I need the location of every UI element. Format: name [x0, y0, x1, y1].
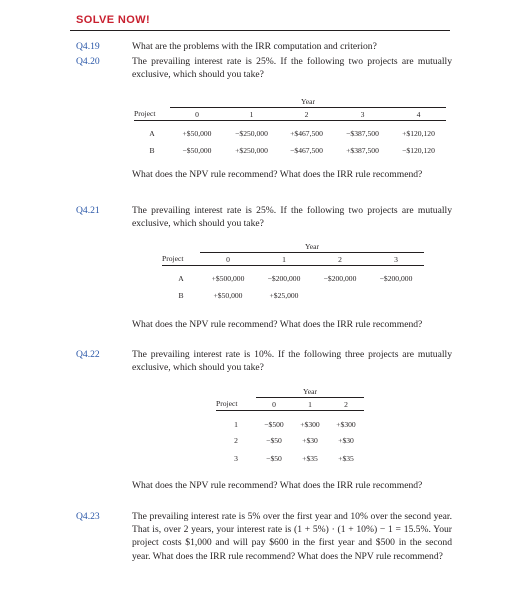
table-row [162, 266, 424, 286]
project-id: B [149, 145, 155, 155]
table-row [162, 286, 424, 305]
project-id: 3 [234, 454, 238, 463]
cash-flow-cell: +$250,000 [235, 145, 268, 155]
cash-flow-cell: −$50 [266, 436, 282, 445]
cash-flow-cell: +$500,000 [211, 274, 245, 284]
year-header: 2 [312, 253, 368, 266]
year-label: Year [303, 386, 317, 396]
project-id: A [149, 129, 155, 139]
cash-flow-cell: +$300 [336, 419, 356, 429]
header-rule [70, 30, 450, 31]
cash-flow-cell: +$300 [300, 419, 320, 429]
question-text: The prevailing interest rate is 25%. If the following two projects are mutually exclusive, which should you take? [132, 205, 452, 230]
cash-flow-cell: −$467,500 [290, 145, 323, 155]
cash-flow-cell: −$500 [264, 419, 284, 429]
cash-flow-cell [368, 286, 424, 305]
section-title: SOLVE NOW! [76, 14, 151, 26]
cash-flow-cell: −$200,000 [267, 274, 301, 284]
cash-flow-table-2 [162, 240, 424, 305]
cash-flow-table-3 [216, 385, 364, 468]
question-4-21 [70, 204, 455, 232]
cash-flow-cell: −$120,120 [402, 145, 435, 155]
year-header: 2 [279, 108, 334, 121]
cash-flow-cell: +$50,000 [182, 129, 212, 139]
year-label: Year [305, 241, 319, 251]
question-text: What are the problems with the IRR computation and criterion? [132, 41, 377, 52]
question-4-20 [70, 55, 455, 83]
question-text: The prevailing interest rate is 25%. If the following two projects are mutually exclusive, which should you take? [132, 56, 452, 81]
year-header: 2 [328, 398, 364, 411]
year-header: 4 [391, 108, 446, 121]
question-text: The prevailing interest rate is 5% over the first year and 10% over the second year. That is, over 2 years, your interest rate is (1 + 5%) · (1 + 10%) − 1 = 15.5%. Your project costs $1,000 and will pay $600 in the first year and $500 in the second year. What does the IRR rule recommend? What does the NPV rule recommend? [132, 511, 452, 562]
cash-flow-cell: +$30 [338, 436, 354, 445]
question-text: The prevailing interest rate is 10%. If the following three projects are mutually exclusive, which should you take? [132, 349, 452, 374]
table-row [216, 432, 364, 450]
year-label: Year [301, 96, 315, 106]
cash-flow-cell: +$387,500 [346, 145, 379, 155]
question-4-23 [70, 510, 455, 590]
cash-flow-cell: −$200,000 [323, 274, 357, 284]
cash-flow-cell: +$50,000 [213, 290, 243, 300]
cash-flow-table-1 [134, 95, 446, 160]
cash-flow-cell: +$35 [338, 454, 354, 463]
project-id: A [178, 274, 184, 284]
year-header: 3 [368, 253, 424, 266]
question-number: Q4.19 [76, 41, 100, 52]
question-number: Q4.21 [76, 205, 100, 216]
year-header: 1 [256, 253, 312, 266]
question-number: Q4.23 [76, 511, 100, 522]
cash-flow-cell: −$200,000 [379, 274, 413, 284]
section-header [70, 4, 450, 30]
cash-flow-cell: +$35 [302, 454, 318, 463]
cash-flow-cell [312, 286, 368, 305]
cash-flow-cell: +$30 [302, 436, 318, 445]
follow-up-question: What does the NPV rule recommend? What does the IRR rule recommend? [132, 319, 423, 330]
cash-flow-cell: +$25,000 [269, 290, 299, 300]
year-header: 0 [170, 108, 224, 121]
cash-flow-cell: +$120,120 [402, 129, 435, 139]
table-row [216, 411, 364, 432]
table-row [216, 450, 364, 468]
cash-flow-cell: −$50 [266, 454, 282, 463]
project-id: 2 [234, 436, 238, 445]
cash-flow-cell: −$387,500 [346, 129, 379, 139]
project-header: Project [216, 398, 256, 411]
year-header: 0 [200, 253, 256, 266]
project-id: B [178, 290, 184, 300]
cash-flow-cell: −$250,000 [235, 129, 268, 139]
question-4-19 [70, 40, 455, 54]
table-row [134, 141, 446, 160]
question-number: Q4.22 [76, 349, 100, 360]
cash-flow-cell: +$467,500 [290, 129, 323, 139]
follow-up-question: What does the NPV rule recommend? What does the IRR rule recommend? [132, 169, 423, 180]
cash-flow-cell: −$50,000 [182, 145, 212, 155]
year-header: 0 [256, 398, 292, 411]
year-header: 3 [334, 108, 391, 121]
year-header: 1 [292, 398, 328, 411]
follow-up-question: What does the NPV rule recommend? What does the IRR rule recommend? [132, 480, 423, 491]
project-header: Project [162, 253, 200, 266]
project-header: Project [134, 108, 170, 121]
question-4-22 [70, 348, 455, 376]
project-id: 1 [234, 419, 238, 429]
table-row [134, 121, 446, 141]
question-number: Q4.20 [76, 56, 100, 67]
year-header: 1 [224, 108, 279, 121]
